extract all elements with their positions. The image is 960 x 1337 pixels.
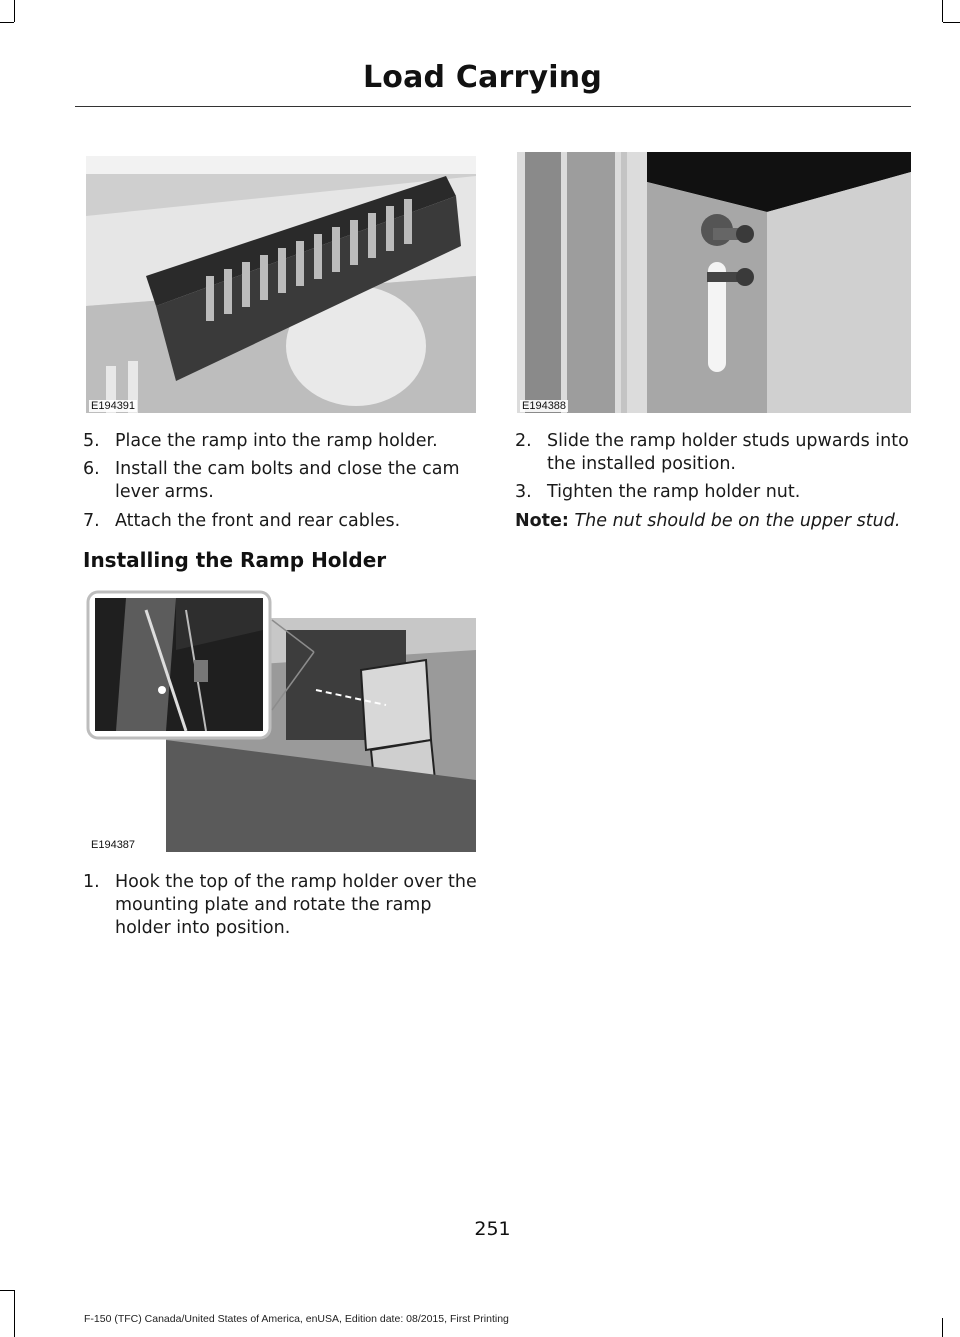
- crop-mark: [942, 0, 943, 22]
- studs-illustration: [517, 152, 911, 413]
- crop-mark: [0, 1290, 14, 1291]
- list-item: 2. Slide the ramp holder studs upwards into the installed position.: [515, 431, 909, 474]
- ramp-illustration: [86, 156, 476, 413]
- install-illustration: [86, 590, 476, 852]
- page-title: Load Carrying: [362, 60, 602, 95]
- page-number: 251: [474, 1218, 511, 1240]
- figure-code: E194388: [522, 400, 567, 412]
- figure-install-ramp-holder: [86, 590, 476, 852]
- footer-text: F-150 (TFC) Canada/United States of America, enUSA, Edition date: 08/2015, First Printing: [84, 1313, 509, 1325]
- figure-code: E194391: [91, 400, 136, 412]
- section-heading: Installing the Ramp Holder: [83, 548, 387, 572]
- crop-mark: [0, 22, 14, 23]
- list-item: 1. Hook the top of the ramp holder over the mounting plate and rotate the ramp holder into position.: [83, 872, 477, 938]
- crop-mark: [14, 1290, 15, 1337]
- list-item: 5. Place the ramp into the ramp holder.: [83, 431, 438, 451]
- header-divider: [75, 106, 911, 107]
- crop-mark: [942, 1318, 943, 1337]
- crop-mark: [14, 0, 15, 22]
- figure-ramp-in-holder: [86, 156, 476, 413]
- note-text: The nut should be on the upper stud.: [574, 511, 901, 531]
- list-item: 6. Install the cam bolts and close the cam lever arms.: [83, 459, 460, 502]
- note-label: Note:: [515, 511, 569, 531]
- note: [515, 510, 900, 533]
- list-item: 7. Attach the front and rear cables.: [83, 511, 401, 531]
- list-item: 3. Tighten the ramp holder nut.: [515, 482, 801, 502]
- crop-mark: [943, 22, 960, 23]
- figure-code: E194387: [91, 839, 136, 851]
- figure-ramp-holder-studs: [517, 152, 911, 413]
